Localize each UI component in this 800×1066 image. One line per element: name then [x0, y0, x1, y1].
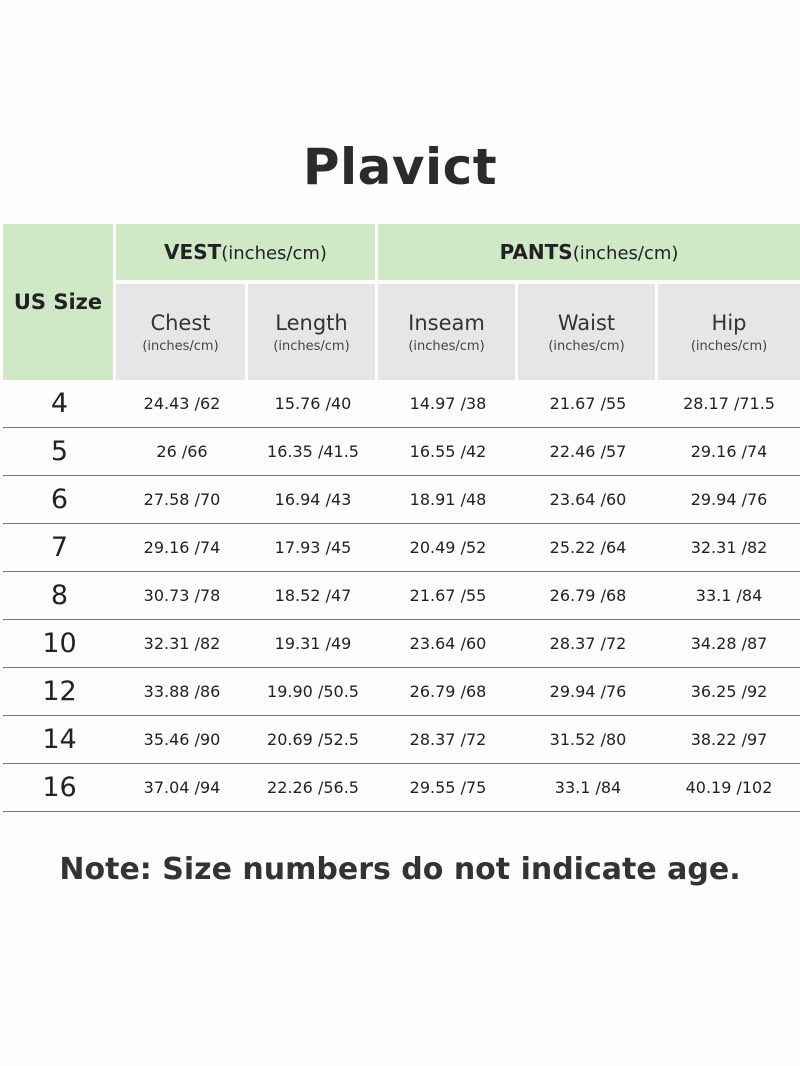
column-name: Waist — [557, 310, 616, 335]
measurement-cell: 21.67 /55 — [378, 572, 518, 620]
measurement-cell: 20.69 /52.5 — [248, 716, 378, 764]
measurement-cell: 18.91 /48 — [378, 476, 518, 524]
measurement-cell: 29.16 /74 — [116, 524, 248, 572]
column-header-hip — [658, 284, 800, 380]
column-name: Chest — [150, 310, 211, 335]
pants-group-name: PANTS — [499, 240, 573, 264]
size-cell: 10 — [3, 620, 116, 668]
size-cell: 16 — [3, 764, 116, 812]
size-cell: 8 — [3, 572, 116, 620]
measurement-cell: 29.55 /75 — [378, 764, 518, 812]
measurement-cell: 34.28 /87 — [658, 620, 800, 668]
size-cell: 7 — [3, 524, 116, 572]
column-name: Inseam — [408, 310, 485, 335]
measurement-cell: 33.1 /84 — [518, 764, 658, 812]
table-row — [3, 476, 800, 524]
measurement-cell: 15.76 /40 — [248, 380, 378, 428]
measurement-cell: 25.22 /64 — [518, 524, 658, 572]
measurement-cell: 18.52 /47 — [248, 572, 378, 620]
column-unit: (inches/cm) — [548, 338, 625, 354]
measurement-cell: 16.35 /41.5 — [248, 428, 378, 476]
table-row — [3, 668, 800, 716]
table-row — [3, 620, 800, 668]
measurement-cell: 29.16 /74 — [658, 428, 800, 476]
measurement-cell: 19.31 /49 — [248, 620, 378, 668]
vest-group-header — [116, 224, 378, 284]
measurement-cell: 29.94 /76 — [658, 476, 800, 524]
column-header-inseam — [378, 284, 518, 380]
measurement-cell: 40.19 /102 — [658, 764, 800, 812]
measurement-cell: 23.64 /60 — [518, 476, 658, 524]
column-header-waist — [518, 284, 658, 380]
page-title: Plavict — [302, 138, 498, 196]
measurement-cell: 27.58 /70 — [116, 476, 248, 524]
us-size-header: US Size — [3, 224, 116, 380]
measurement-cell: 36.25 /92 — [658, 668, 800, 716]
column-unit: (inches/cm) — [273, 338, 350, 354]
measurement-cell: 32.31 /82 — [658, 524, 800, 572]
measurement-cell: 20.49 /52 — [378, 524, 518, 572]
table-row — [3, 380, 800, 428]
size-cell: 12 — [3, 668, 116, 716]
measurement-cell: 30.73 /78 — [116, 572, 248, 620]
measurement-cell: 23.64 /60 — [378, 620, 518, 668]
column-unit: (inches/cm) — [690, 338, 768, 354]
column-unit: (inches/cm) — [142, 338, 219, 354]
size-rows — [3, 380, 800, 812]
measurement-cell: 29.94 /76 — [518, 668, 658, 716]
measurement-cell: 38.22 /97 — [658, 716, 800, 764]
measurement-cell: 26.79 /68 — [378, 668, 518, 716]
measurement-cell: 28.37 /72 — [378, 716, 518, 764]
measurement-cell: 22.26 /56.5 — [248, 764, 378, 812]
table-row — [3, 764, 800, 812]
column-name: Hip — [711, 310, 747, 335]
measurement-cell: 17.93 /45 — [248, 524, 378, 572]
vest-group-name: VEST — [164, 240, 222, 264]
measurement-cell: 21.67 /55 — [518, 380, 658, 428]
measurement-cell: 19.90 /50.5 — [248, 668, 378, 716]
measurement-cell: 22.46 /57 — [518, 428, 658, 476]
table-row — [3, 716, 800, 764]
table-row — [3, 428, 800, 476]
measurement-cell: 26 /66 — [116, 428, 248, 476]
measurement-cell: 26.79 /68 — [518, 572, 658, 620]
measurement-cell: 28.17 /71.5 — [658, 380, 800, 428]
measurement-cell: 16.55 /42 — [378, 428, 518, 476]
size-cell: 14 — [3, 716, 116, 764]
pants-group-unit: (inches/cm) — [572, 243, 679, 264]
column-header-length — [248, 284, 378, 380]
measurement-cell: 28.37 /72 — [518, 620, 658, 668]
column-unit: (inches/cm) — [408, 338, 485, 354]
size-cell: 6 — [3, 476, 116, 524]
measurement-cell: 33.88 /86 — [116, 668, 248, 716]
measurement-cell: 35.46 /90 — [116, 716, 248, 764]
pants-group-header — [378, 224, 800, 284]
measurement-cell: 16.94 /43 — [248, 476, 378, 524]
size-cell: 4 — [3, 380, 116, 428]
size-chart-table — [3, 224, 800, 812]
measurement-cell: 32.31 /82 — [116, 620, 248, 668]
measurement-cell: 14.97 /38 — [378, 380, 518, 428]
size-cell: 5 — [3, 428, 116, 476]
measurement-cell: 24.43 /62 — [116, 380, 248, 428]
column-name: Length — [275, 310, 348, 335]
table-row — [3, 524, 800, 572]
column-header-chest — [116, 284, 248, 380]
size-note: Note: Size numbers do not indicate age. — [59, 852, 741, 887]
table-row — [3, 572, 800, 620]
measurement-cell: 33.1 /84 — [658, 572, 800, 620]
measurement-cell: 31.52 /80 — [518, 716, 658, 764]
measurement-cell: 37.04 /94 — [116, 764, 248, 812]
vest-group-unit: (inches/cm) — [221, 243, 327, 264]
